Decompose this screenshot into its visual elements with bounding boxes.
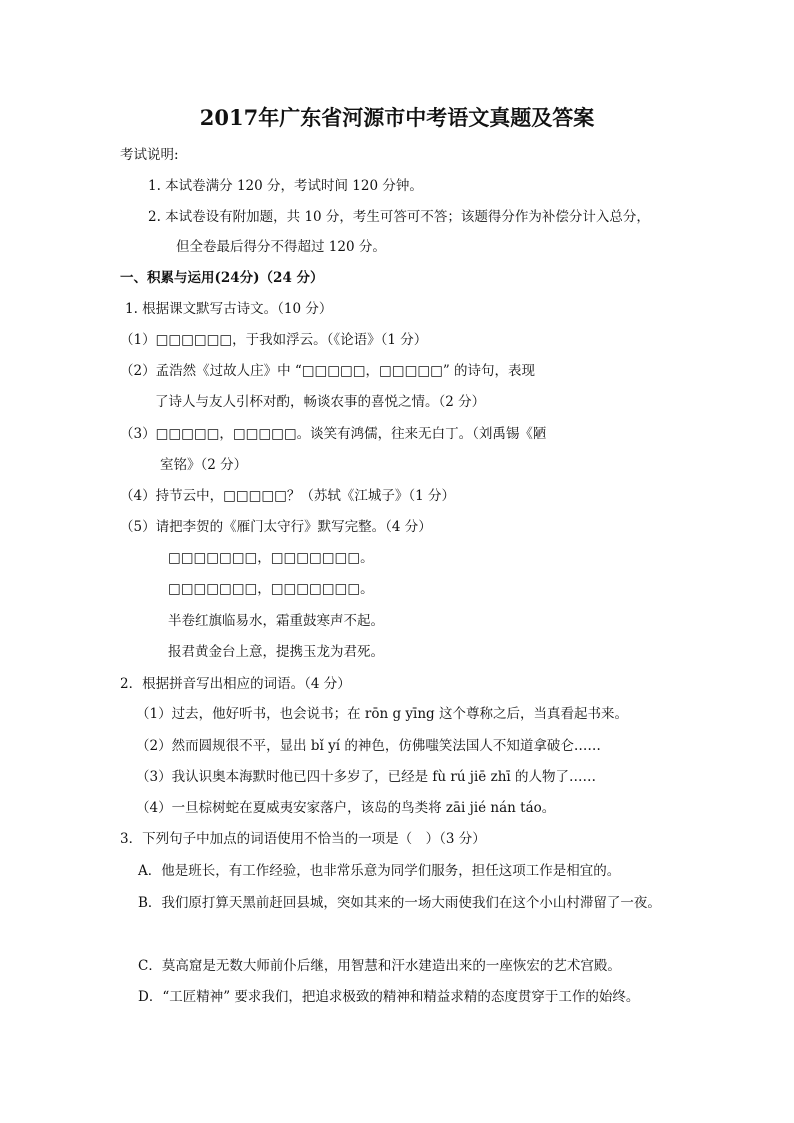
question-2-sub-2: （2）然而圆规很不平，显出 bǐ yí 的神色，仿佛嗤笑法国人不知道拿破仑…… bbox=[136, 738, 601, 754]
question-1-sub-5: （5）请把李贺的《雁门太守行》默写完整。（4 分） bbox=[120, 519, 432, 535]
question-2-stem: 2．根据拼音写出相应的词语。（4 分） bbox=[120, 676, 351, 692]
question-2-sub-3: （3）我认识奥本海默时他已四十多岁了，已经是 fù rú jiē zhī 的人物了…… bbox=[136, 769, 597, 785]
page-title: 2017年广东省河源市中考语文真题及答案 bbox=[199, 105, 595, 130]
question-1-stem: 1. 根据课文默写古诗文。（10 分） bbox=[125, 301, 333, 317]
question-1-sub-3: （3）□□□□□，□□□□□。谈笑有鸿儒，往来无白丁。（刘禹锡《陋 bbox=[120, 426, 547, 442]
instructions-heading: 考试说明: bbox=[120, 147, 179, 163]
poem-line-4: 报君黄金台上意，提携玉龙为君死。 bbox=[168, 644, 384, 660]
instruction-item-1: 1. 本试卷满分 120 分，考试时间 120 分钟。 bbox=[148, 178, 423, 194]
instruction-item-2: 2. 本试卷设有附加题，共 10 分，考生可答可不答；该题得分作为补偿分计入总分， bbox=[148, 209, 650, 225]
question-2-sub-1: （1）过去，他好听书，也会说书；在 rōn g yīng 这个尊称之后，当真看起书来。 bbox=[136, 706, 628, 722]
question-1-sub-3-continued: 室铭》（2 分） bbox=[160, 457, 248, 473]
question-2-sub-4: （4）一旦棕树蛇在夏威夷安家落户，该岛的鸟类将 zāi jié nán táo。 bbox=[136, 800, 556, 816]
option-b: B．我们原打算天黑前赶回县城，突如其来的一场大雨使我们在这个小山村滞留了一夜。 bbox=[138, 895, 661, 911]
question-1-sub-2-continued: 了诗人与友人引杯对酌，畅谈农事的喜悦之情。（2 分） bbox=[155, 394, 486, 410]
question-1-sub-4: （4）持节云中，□□□□□？（苏轼《江城子》（1 分） bbox=[120, 488, 455, 504]
question-3-stem: 3．下列句子中加点的词语使用不恰当的一项是（ ）（3 分） bbox=[120, 831, 486, 847]
option-d: D．“工匠精神” 要求我们，把追求极致的精神和精益求精的态度贯穿于工作的始终。 bbox=[138, 989, 640, 1005]
instruction-item-2-continued: 但全卷最后得分不得超过 120 分。 bbox=[176, 239, 386, 255]
question-1-sub-2: （2）孟浩然《过故人庄》中 “□□□□□，□□□□□” 的诗句，表现 bbox=[120, 363, 536, 379]
question-1-sub-1: （1）□□□□□□，于我如浮云。（《论语》（1 分） bbox=[120, 332, 428, 348]
poem-line-2: □□□□□□□，□□□□□□□。 bbox=[168, 581, 374, 597]
section-1-heading: 一、积累与运用(24分)（24 分） bbox=[120, 270, 324, 286]
option-c: C．莫高窟是无数大师前仆后继，用智慧和汗水建造出来的一座恢宏的艺术宫殿。 bbox=[138, 958, 621, 974]
poem-line-3: 半卷红旗临易水，霜重鼓寒声不起。 bbox=[168, 613, 384, 629]
poem-line-1: □□□□□□□，□□□□□□□。 bbox=[168, 550, 374, 566]
option-a: A．他是班长，有工作经验，也非常乐意为同学们服务，担任这项工作是相宜的。 bbox=[138, 863, 621, 879]
